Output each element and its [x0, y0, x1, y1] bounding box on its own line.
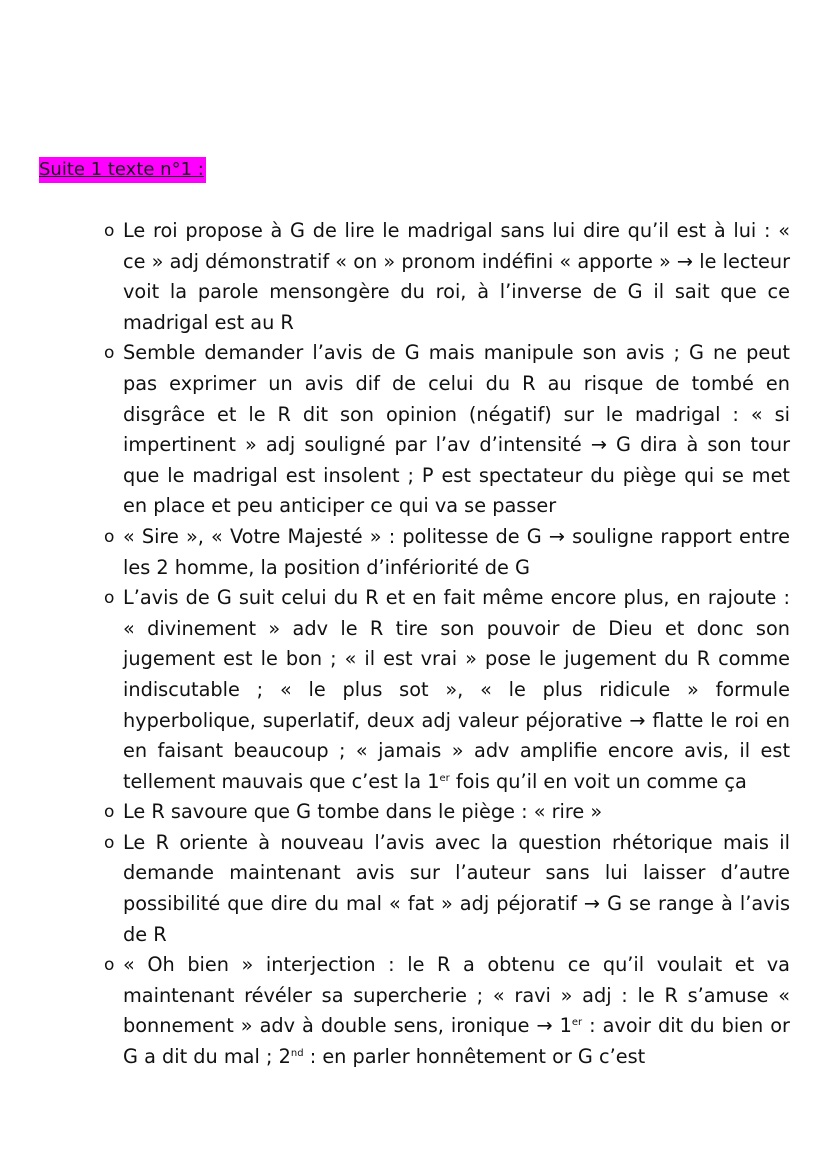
- heading-container: [39, 157, 206, 183]
- note-item: [104, 950, 790, 1072]
- note-item: [104, 522, 790, 583]
- note-text: Le roi propose à G de lire le madrigal sans lui dire qu’il est à lui : « ce » adj démonstratif « on » pronom indéfini « apporte » → le lecteur voit la parole mensongère du roi, à l’inverse de G il sait que ce madrigal est au R: [123, 219, 790, 334]
- note-item: [104, 797, 790, 828]
- note-text: fois qu’il en voit un comme ça: [449, 769, 747, 793]
- note-text: « Oh bien » interjection : le R a obtenu ce qu’il voulait et va maintenant révéler sa supercherie ; « ravi » adj : le R s’amuse « bonnement » adv à double sens, ironique → 1: [123, 953, 790, 1038]
- note-item: [104, 828, 790, 950]
- superscript: nd: [290, 1048, 304, 1060]
- bullet-marker: o: [104, 221, 115, 241]
- note-text: Le R oriente à nouveau l’avis avec la question rhétorique mais il demande maintenant avis sur l’auteur sans lui laisser d’autre possibilité que dire du mal « fat » adj péjoratif → G se range à l’avis de R: [123, 830, 790, 946]
- note-text: : en parler honnêtement or G c’est: [303, 1045, 646, 1069]
- notes-list: [104, 216, 790, 1073]
- bullet-marker: o: [104, 802, 115, 823]
- bullet-marker: o: [104, 526, 115, 547]
- note-text: Semble demander l’avis de G mais manipule son avis ; G ne peut pas exprimer un avis dif de celui du R au risque de tombé en disgrâce et le R dit son opinion (négatif) sur le madrigal : « si impertinent » adj souligné par l’av d’intensité → G dira à son tour que le madrigal est insolent ; P est spectateur du piège qui se met en place et peu anticiper ce qui va se passer: [123, 341, 790, 518]
- bullet-marker: o: [104, 832, 115, 853]
- section-heading: Suite 1 texte n°1 :: [39, 157, 206, 183]
- note-item: [104, 583, 790, 797]
- superscript: er: [571, 1017, 583, 1029]
- note-item: [104, 338, 790, 522]
- note-text: « Sire », « Votre Majesté » : politesse de G → souligne rapport entre les 2 homme, la position d’infériorité de G: [123, 524, 790, 579]
- bullet-marker: o: [104, 343, 115, 364]
- bullet-marker: o: [104, 588, 115, 609]
- superscript: er: [439, 772, 450, 784]
- bullet-marker: o: [104, 955, 115, 976]
- note-text: Le R savoure que G tombe dans le piège : « rire »: [123, 800, 603, 824]
- note-text: : avoir dit du bien or G a dit du mal ; 2: [123, 1014, 790, 1069]
- note-item: [104, 216, 790, 338]
- note-text: L’avis de G suit celui du R et en fait même encore plus, en rajoute : « divinement » adv le R tire son pouvoir de Dieu et donc son jugement est le bon ; « il est vrai » pose le jugement du R comme indiscutable ; « le plus sot », « le plus ridicule » formule hyperbolique, superlatif, deux adj valeur péjorative → flatte le roi en en faisant beaucoup ; « jamais » adv amplifie encore avis, il est tellement mauvais que c’est la 1: [123, 586, 790, 793]
